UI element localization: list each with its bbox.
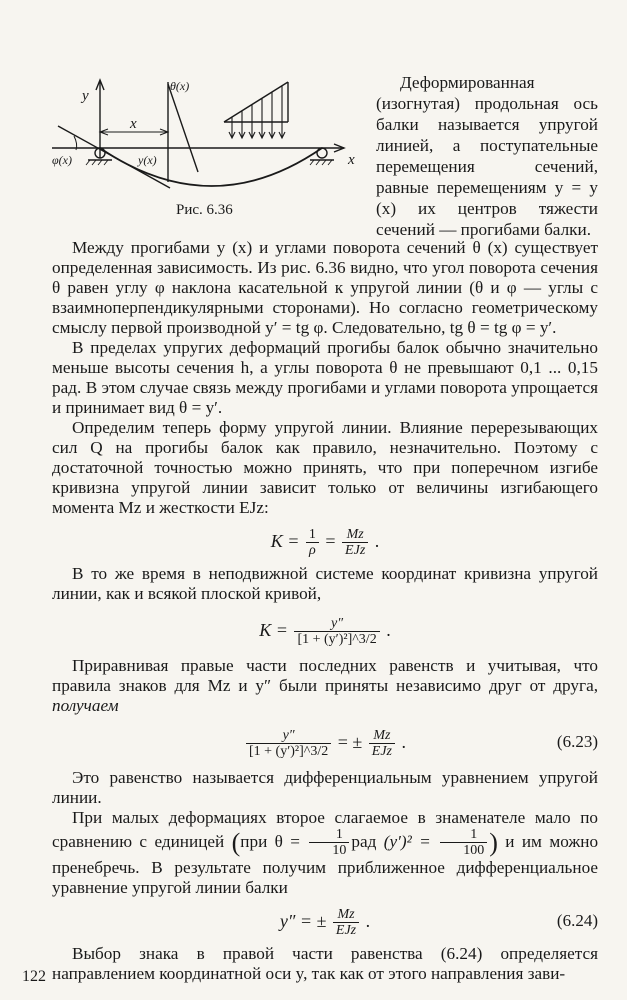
page-number: 122	[22, 968, 46, 985]
paragraph-3: Определим теперь форму упругой линии. Влияние перерезывающих сил Q на прогибы балок как правило, незначительно. Поэтому с достаточной точностью можно принять, что при поперечном изгибе кривизна упругой линии зависит только от величины изгибающего момента Mz и жесткости EJz:	[52, 418, 598, 517]
equation-number-6-23: (6.23)	[556, 732, 598, 751]
x-axis-label: x	[348, 152, 355, 168]
paragraph-7: При малых деформациях второе слагаемое в знаменателе мало по сравнению с единицей (при θ = $\frac{1}{10}$ рад (y′)² = $\frac{1}{100}$ ) и им можно пренебречь. В результате получим приближенное дифференциальное уравнение упругой линии балки	[52, 808, 599, 897]
paragraph-1: Между прогибами y (x) и углами поворота сечений θ (x) существует определенная зависимость. Из рис. 6.36 видно, что угол поворота сечения θ равен углу φ наклона касательной к упругой линии (θ и φ — углы с взаимноперпендикулярными сторонами). Но согласно геометрическому смыслу первой производной y′ = tg φ. Следовательно, tg θ = tg φ = y′.	[52, 238, 598, 337]
equation-number-6-24: (6.24)	[556, 911, 598, 930]
figure-caption: Рис. 6.36	[176, 202, 233, 218]
x-dimension-label: x	[130, 116, 137, 132]
equation-curvature: K = $\frac{1}{\rho}$ = $\frac{Mz}{\text{EJz}}$ .	[270, 526, 380, 558]
rotated-section-line	[168, 84, 198, 172]
phi-label: φ(x)	[52, 153, 72, 167]
paragraph-5: Приравнивая правые части последних равенств и учитывая, что правила знаков для Mz и y″ были приняты независимо друг от друга, получаем	[52, 656, 598, 715]
y-axis-label: y	[82, 88, 89, 104]
paragraph-4: В то же время в неподвижной системе координат кривизна упругой линии, как и всякой плоской кривой,	[52, 564, 598, 603]
beam-deflection-figure	[52, 76, 364, 218]
equation-6-23: $\frac{y''}{\text{[1 + (y′)²]\textasciicircum{}3/2}}$ = ± $\frac{Mz}{\text{EJz}}$ . (6.23)	[52, 716, 598, 768]
load-slope	[224, 82, 288, 122]
yx-label: y(x)	[138, 153, 157, 167]
side-text-block	[376, 72, 598, 240]
paragraph-8: Выбор знака в правой части равенства (6.24) определяется направлением координатной оси y, так как от этого направления зави-	[52, 944, 598, 983]
side-paragraph: Деформированная (изогнутая) продольная ось балки называется упругой линией, а поступательные перемещения сечений, равные перемещениям y = y (x) их центров тяжести сечений — прогибами балки.	[376, 73, 598, 239]
theta-label: θ(x)	[170, 79, 190, 93]
paragraph-6: Это равенство называется дифференциальным уравнением упругой линии.	[52, 768, 598, 807]
right-support-roller	[317, 148, 327, 158]
equation-6-24: y″ = ± $\frac{Mz}{\text{EJz}}$ . (6.24)	[52, 898, 598, 944]
equation-curve-curvature: K = $\frac{y''}{\text{[1 + (y′)²]\textasciicircum{}3/2}}$ .	[259, 615, 391, 647]
main-text	[52, 238, 598, 984]
paragraph-2: В пределах упругих деформаций прогибы балок обычно значительно меньше высоты сечения h, а углы поворота θ не превышают 0,1 ... 0,15 рад. В этом случае связь между прогибами и углами поворота упрощается и принимает вид θ = y′.	[52, 338, 598, 417]
